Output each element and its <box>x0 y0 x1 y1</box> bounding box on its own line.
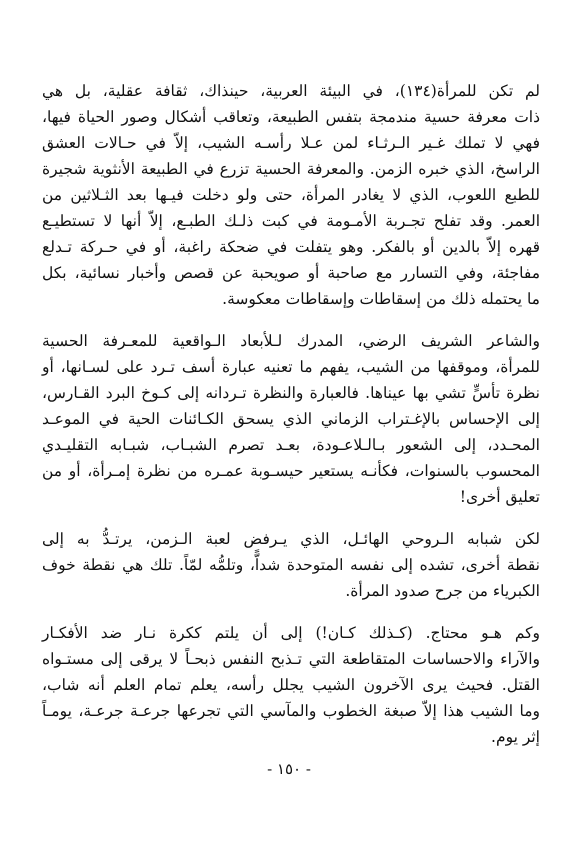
text-line: القتل. فحيث يرى الآخرون الشيب يجلل رأسه، يعلم تمام العلم أنه شاب، <box>42 676 540 694</box>
text-line: للمرأة، وموقفها من الشيب، يفهم ما تعنيه عبارة أسف تـرد على لسـانها، أو <box>42 358 540 376</box>
text-line: الراسخ، الذي خبره الزمن. والمعرفة الحسية تزرع في الطبيعة الأنثوية شجيرة <box>42 160 540 178</box>
text-line: نظرة تأسٍّ تشي بها عيناها. فالعبارة والنظرة تـردانه إلى كـوخ البرد القـارس، <box>42 384 540 402</box>
paragraph-1 <box>42 78 540 312</box>
text-line: ما يحتمله ذلك من إسقاطات وإسقاطات معكوسة. <box>222 290 540 308</box>
paragraph-3 <box>42 526 540 604</box>
text-line: فهي لا تملك غـير الـرثـاء لمن عـلا رأسـه الشيب، إلاّ في حـالات العشق <box>42 134 540 152</box>
text-line: العمر. وقد تفلح تجـربة الأمـومة في كبت ذلـك الطبـع، إلاّ أنها لا تستطيـع <box>42 212 540 230</box>
text-line: المحـدد، إلى الشعور بـالـلاعـودة، بعـد تصرم الشبـاب، شبـابه التقليـدي <box>42 436 540 454</box>
text-line: تعليق أخرى! <box>459 488 540 506</box>
text-line: إلى الإحساس بالإغـتراب الزماني الذي يسحق الكـائنات الحية في الموعـد <box>42 410 540 428</box>
text-line: وكم هـو محتاج. (كـذلك كـان!) إلى أن يلتم ككرة نـار ضد الأفكـار <box>42 624 540 642</box>
text-line: والشاعر الشريف الرضي، المدرك لـلأبعاد الـواقعية للمعـرفة الحسية <box>42 332 540 350</box>
text-line: ذات معرفة حسية مندمجة بتفس الطبيعة، وتعاقب أشكال وصور الحياة فيها، <box>42 108 540 126</box>
text-line: للطبع اللعوب، الذي لا يغادر المرأة، حتى ولو دخلت فيـها بعد الثـلاثين من <box>42 186 540 204</box>
text-line: الكبرياء من جرح صدود المرأة. <box>345 582 540 600</box>
page-body <box>42 78 540 750</box>
text-line: والآراء والاحساسات المتقاطعة التي تـذبح النفس ذبحـاً لا يرقى إلى مستـواه <box>42 650 540 668</box>
page-number: - ١٥٠ - <box>267 760 311 778</box>
text-line: مفاجئة، وفي التسارر مع صاحبة أو صويحبة عن قصص وأخبار نسائية، بكل <box>42 264 540 282</box>
paragraph-2 <box>42 328 540 510</box>
paragraph-4 <box>42 620 540 750</box>
text-line: المحسوب بالسنوات، فكأنـه يستعير حيسـوبة عمـره من نظرة إمـرأة، أو من <box>42 462 540 480</box>
text-line: قهره إلاّ بالدين أو بالفكر. وهو يتفلت في ضحكة راغبة، أو في حـركة تـدلع <box>42 238 540 256</box>
text-line: لم تكن للمرأة(١٣٤)، في البيئة العربية، حينذاك، ثقافة عقلية، بل هي <box>42 82 540 100</box>
text-line: نقطة أخرى، تشده إلى نفسه المتوحدة شداًّ، وتلمُّه لمّاً. تلك هي نقطة خوف <box>42 556 540 574</box>
text-line: لكن شبابه الـروحي الهائـل، الذي يـرفض لعبة الـزمن، يرتـدُّ به إلى <box>42 530 540 548</box>
text-line: وما الشيب هذا إلاّ صبغة الخطوب والمآسي التي تجرعها جرعـة جرعـة، يومـاً <box>42 702 540 720</box>
text-line: إثر يوم. <box>491 728 540 746</box>
